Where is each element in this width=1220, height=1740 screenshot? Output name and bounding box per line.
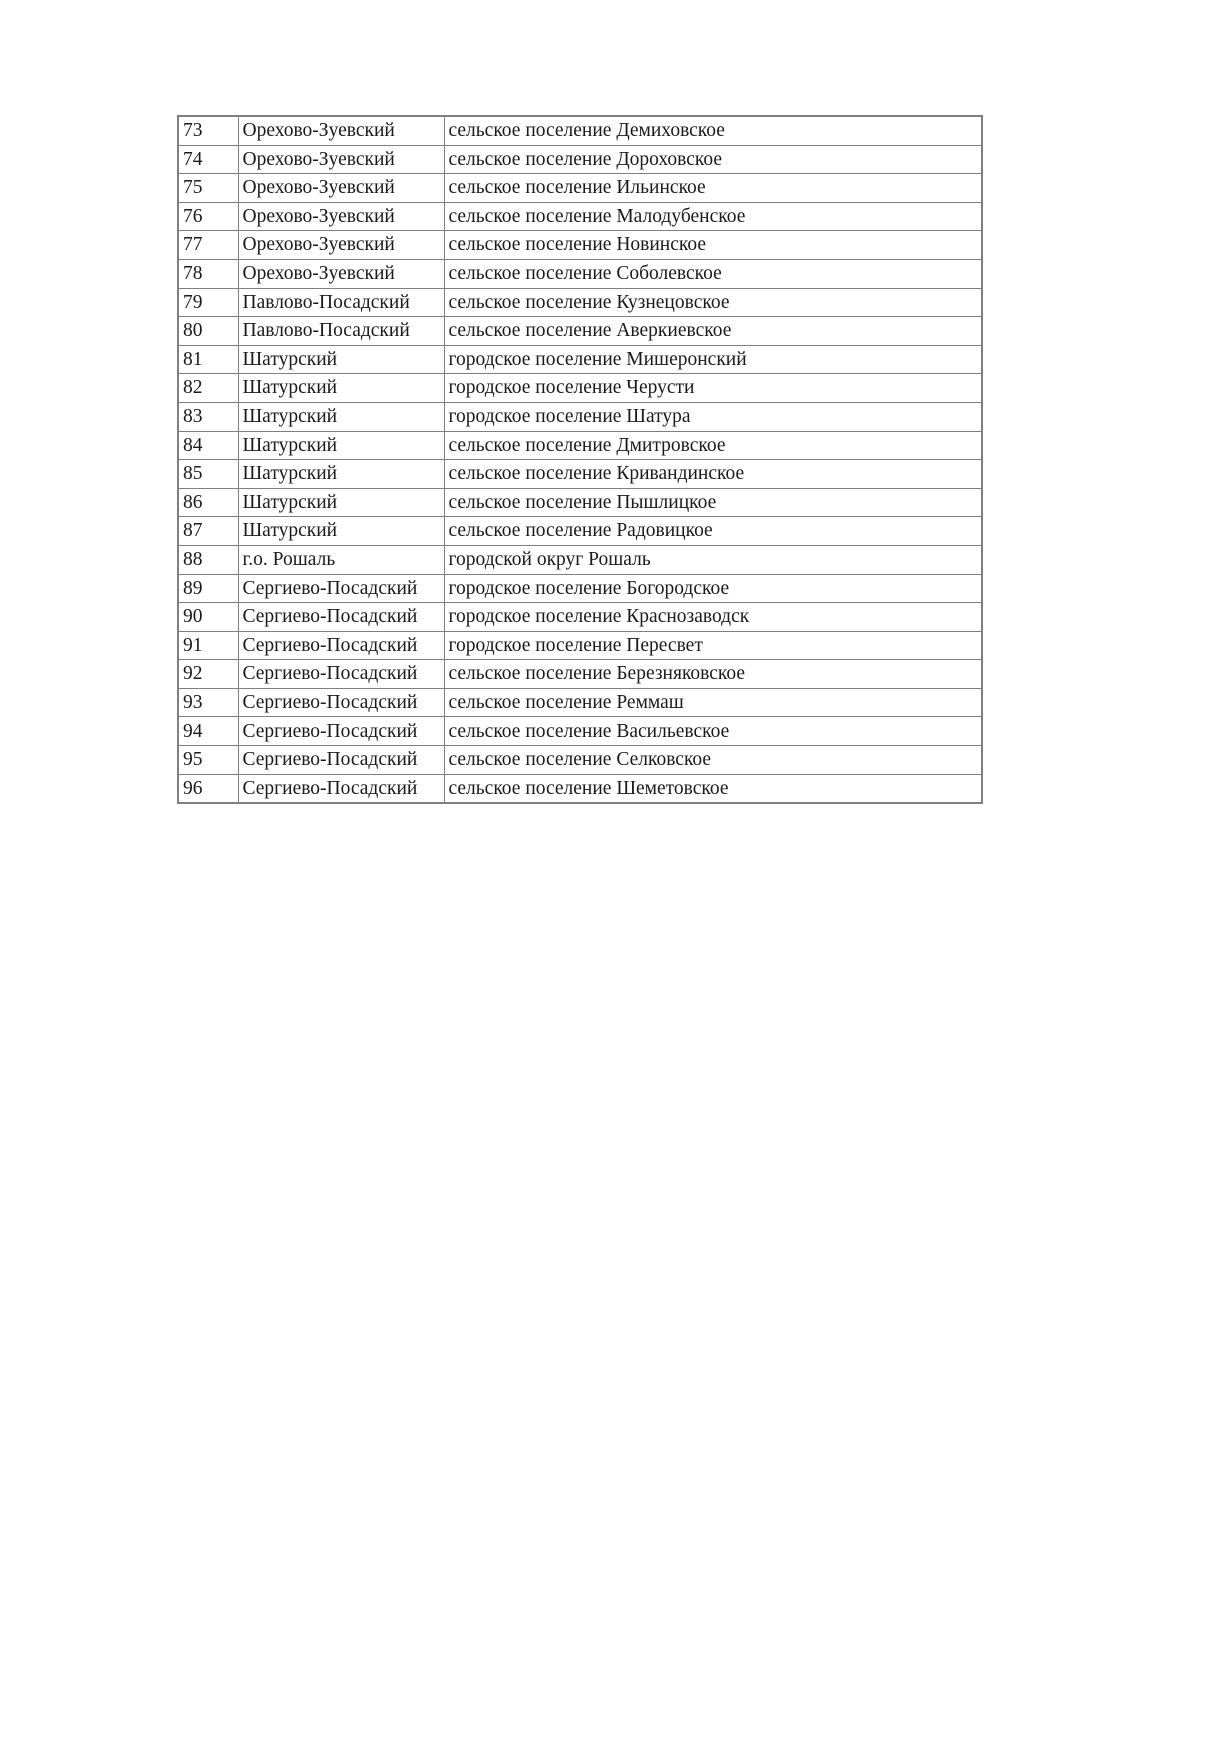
- settlement-cell: городское поселение Мишеронский: [444, 345, 982, 374]
- district-cell: Сергиево-Посадский: [238, 717, 444, 746]
- row-number-cell: 92: [178, 660, 238, 689]
- district-cell: Шатурский: [238, 374, 444, 403]
- row-number-cell: 84: [178, 431, 238, 460]
- row-number-cell: 76: [178, 202, 238, 231]
- table-row: [178, 688, 982, 717]
- row-number-cell: 85: [178, 460, 238, 489]
- table-row: [178, 774, 982, 803]
- row-number-cell: 79: [178, 288, 238, 317]
- row-number-cell: 78: [178, 259, 238, 288]
- district-cell: Шатурский: [238, 517, 444, 546]
- settlement-cell: городское поселение Краснозаводск: [444, 603, 982, 632]
- district-cell: Шатурский: [238, 402, 444, 431]
- table-row: [178, 174, 982, 203]
- settlement-cell: сельское поселение Кривандинское: [444, 460, 982, 489]
- table-row: [178, 345, 982, 374]
- table-row: [178, 545, 982, 574]
- row-number-cell: 87: [178, 517, 238, 546]
- district-cell: г.о. Рошаль: [238, 545, 444, 574]
- settlement-cell: сельское поселение Реммаш: [444, 688, 982, 717]
- row-number-cell: 83: [178, 402, 238, 431]
- row-number-cell: 93: [178, 688, 238, 717]
- table-row: [178, 116, 982, 145]
- row-number-cell: 86: [178, 488, 238, 517]
- row-number-cell: 91: [178, 631, 238, 660]
- district-cell: Павлово-Посадский: [238, 317, 444, 346]
- settlement-cell: сельское поселение Демиховское: [444, 116, 982, 145]
- row-number-cell: 96: [178, 774, 238, 803]
- settlement-cell: сельское поселение Селковское: [444, 746, 982, 775]
- district-cell: Орехово-Зуевский: [238, 116, 444, 145]
- row-number-cell: 82: [178, 374, 238, 403]
- row-number-cell: 81: [178, 345, 238, 374]
- district-cell: Орехово-Зуевский: [238, 202, 444, 231]
- district-cell: Сергиево-Посадский: [238, 774, 444, 803]
- table-row: [178, 374, 982, 403]
- table-row: [178, 488, 982, 517]
- settlement-cell: сельское поселение Пышлицкое: [444, 488, 982, 517]
- settlement-cell: городской округ Рошаль: [444, 545, 982, 574]
- district-cell: Сергиево-Посадский: [238, 660, 444, 689]
- row-number-cell: 73: [178, 116, 238, 145]
- settlement-cell: сельское поселение Шеметовское: [444, 774, 982, 803]
- table-row: [178, 660, 982, 689]
- settlement-cell: сельское поселение Новинское: [444, 231, 982, 260]
- district-cell: Шатурский: [238, 488, 444, 517]
- district-cell: Шатурский: [238, 345, 444, 374]
- row-number-cell: 95: [178, 746, 238, 775]
- table-row: [178, 746, 982, 775]
- settlement-cell: сельское поселение Васильевское: [444, 717, 982, 746]
- settlements-table-body: [178, 116, 982, 803]
- row-number-cell: 88: [178, 545, 238, 574]
- district-cell: Сергиево-Посадский: [238, 574, 444, 603]
- row-number-cell: 80: [178, 317, 238, 346]
- table-row: [178, 574, 982, 603]
- table-row: [178, 317, 982, 346]
- row-number-cell: 90: [178, 603, 238, 632]
- settlement-cell: сельское поселение Ильинское: [444, 174, 982, 203]
- settlement-cell: сельское поселение Дороховское: [444, 145, 982, 174]
- table-row: [178, 717, 982, 746]
- table-row: [178, 631, 982, 660]
- district-cell: Орехово-Зуевский: [238, 145, 444, 174]
- settlements-table: [177, 115, 983, 804]
- district-cell: Шатурский: [238, 460, 444, 489]
- settlement-cell: городское поселение Шатура: [444, 402, 982, 431]
- settlement-cell: городское поселение Богородское: [444, 574, 982, 603]
- district-cell: Сергиево-Посадский: [238, 746, 444, 775]
- settlement-cell: сельское поселение Аверкиевское: [444, 317, 982, 346]
- district-cell: Орехово-Зуевский: [238, 259, 444, 288]
- row-number-cell: 94: [178, 717, 238, 746]
- district-cell: Сергиево-Посадский: [238, 688, 444, 717]
- row-number-cell: 89: [178, 574, 238, 603]
- district-cell: Орехово-Зуевский: [238, 231, 444, 260]
- table-row: [178, 603, 982, 632]
- settlement-cell: сельское поселение Березняковское: [444, 660, 982, 689]
- district-cell: Орехово-Зуевский: [238, 174, 444, 203]
- settlement-cell: городское поселение Пересвет: [444, 631, 982, 660]
- district-cell: Сергиево-Посадский: [238, 603, 444, 632]
- row-number-cell: 77: [178, 231, 238, 260]
- row-number-cell: 75: [178, 174, 238, 203]
- row-number-cell: 74: [178, 145, 238, 174]
- settlement-cell: сельское поселение Кузнецовское: [444, 288, 982, 317]
- settlement-cell: сельское поселение Соболевское: [444, 259, 982, 288]
- table-row: [178, 402, 982, 431]
- settlement-cell: сельское поселение Дмитровское: [444, 431, 982, 460]
- settlement-cell: городское поселение Черусти: [444, 374, 982, 403]
- table-row: [178, 145, 982, 174]
- district-cell: Сергиево-Посадский: [238, 631, 444, 660]
- table-row: [178, 202, 982, 231]
- district-cell: Шатурский: [238, 431, 444, 460]
- district-cell: Павлово-Посадский: [238, 288, 444, 317]
- table-row: [178, 231, 982, 260]
- settlement-cell: сельское поселение Радовицкое: [444, 517, 982, 546]
- table-row: [178, 517, 982, 546]
- table-row: [178, 460, 982, 489]
- table-row: [178, 259, 982, 288]
- table-row: [178, 288, 982, 317]
- table-row: [178, 431, 982, 460]
- settlement-cell: сельское поселение Малодубенское: [444, 202, 982, 231]
